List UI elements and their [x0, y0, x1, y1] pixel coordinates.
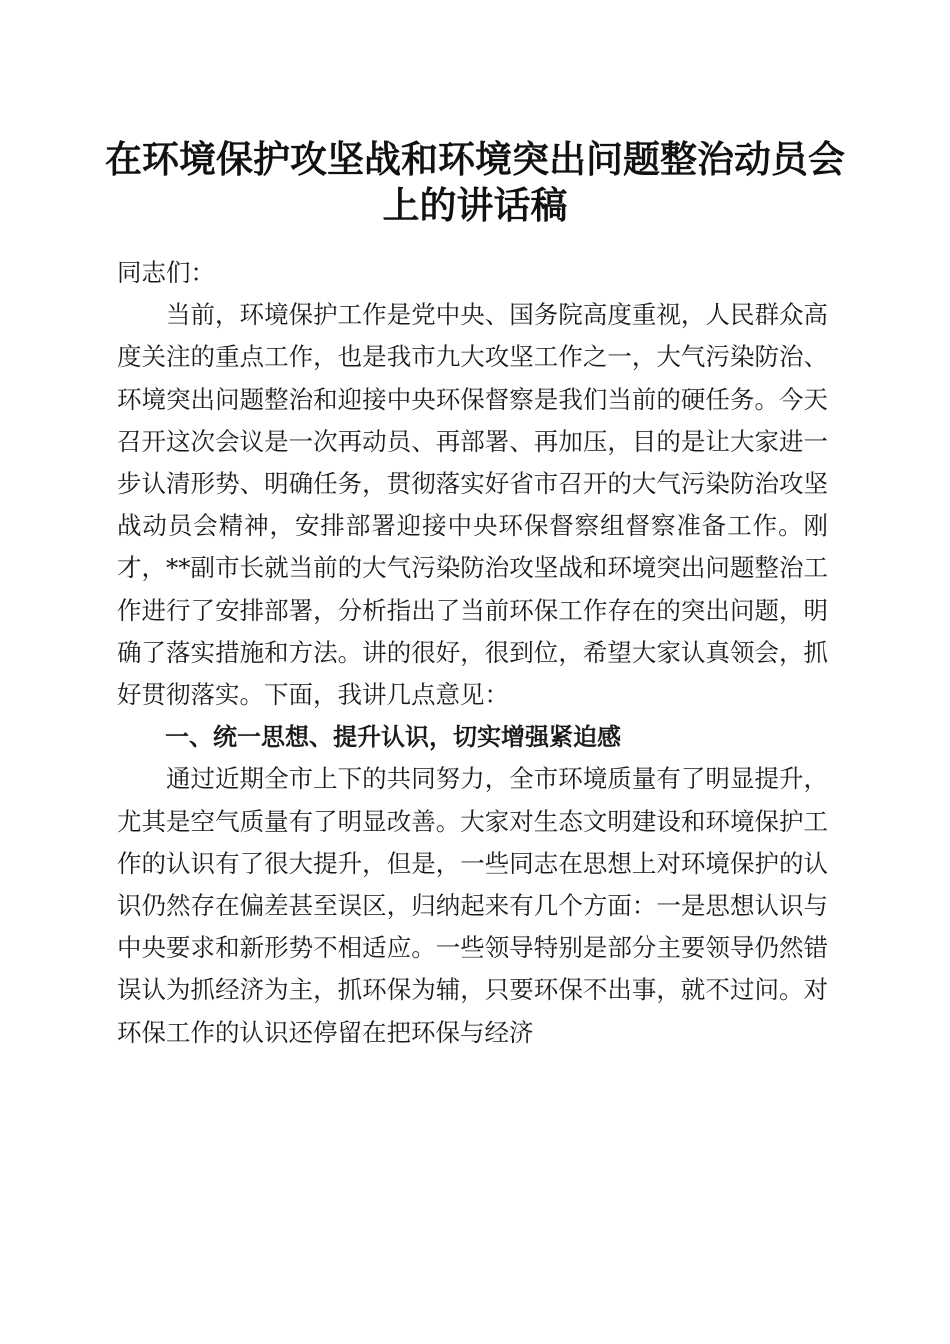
paragraph-1: 当前，环境保护工作是党中央、国务院高度重视，人民群众高度关注的重点工作，也是我市九大攻坚工作之一，大气污染防治、环境突出问题整治和迎接中央环保督察是我们当前的硬任务。今天召开这次会议是一次再动员、再部署、再加压，目的是让大家进一步认清形势、明确任务，贯彻落实好省市召开的大气污染防治攻坚战动员会精神，安排部署迎接中央环保督察组督察准备工作。刚才，**副市长就当前的大气污染防治攻坚战和环境突出问题整治工作进行了安排部署，分析指出了当前环保工作存在的突出问题，明确了落实措施和方法。讲的很好，很到位，希望大家认真领会，抓好贯彻落实。下面，我讲几点意见：: [117, 300, 828, 710]
title-line-2: 上的讲话稿: [382, 183, 568, 227]
document-title: [100, 136, 850, 228]
paragraph-2: 通过近期全市上下的共同努力，全市环境质量有了明显提升，尤其是空气质量有了明显改善。大家对生态文明建设和环境保护工作的认识有了很大提升，但是，一些同志在思想上对环境保护的认识仍然存在偏差甚至误区，归纳起来有几个方面：一是思想认识与中央要求和新形势不相适应。一些领导特别是部分主要领导仍然错误认为抓经济为主，抓环保为辅，只要环保不出事，就不过问。对环保工作的认识还停留在把环保与经济: [117, 764, 828, 1047]
salutation: 同志们：: [117, 258, 215, 287]
section-1-heading: 一、统一思想、提升认识，切实增强紧迫感: [165, 723, 621, 752]
title-line-1: 在环境保护攻坚战和环境突出问题整治动员会: [105, 137, 845, 181]
document-body: [117, 252, 828, 1054]
